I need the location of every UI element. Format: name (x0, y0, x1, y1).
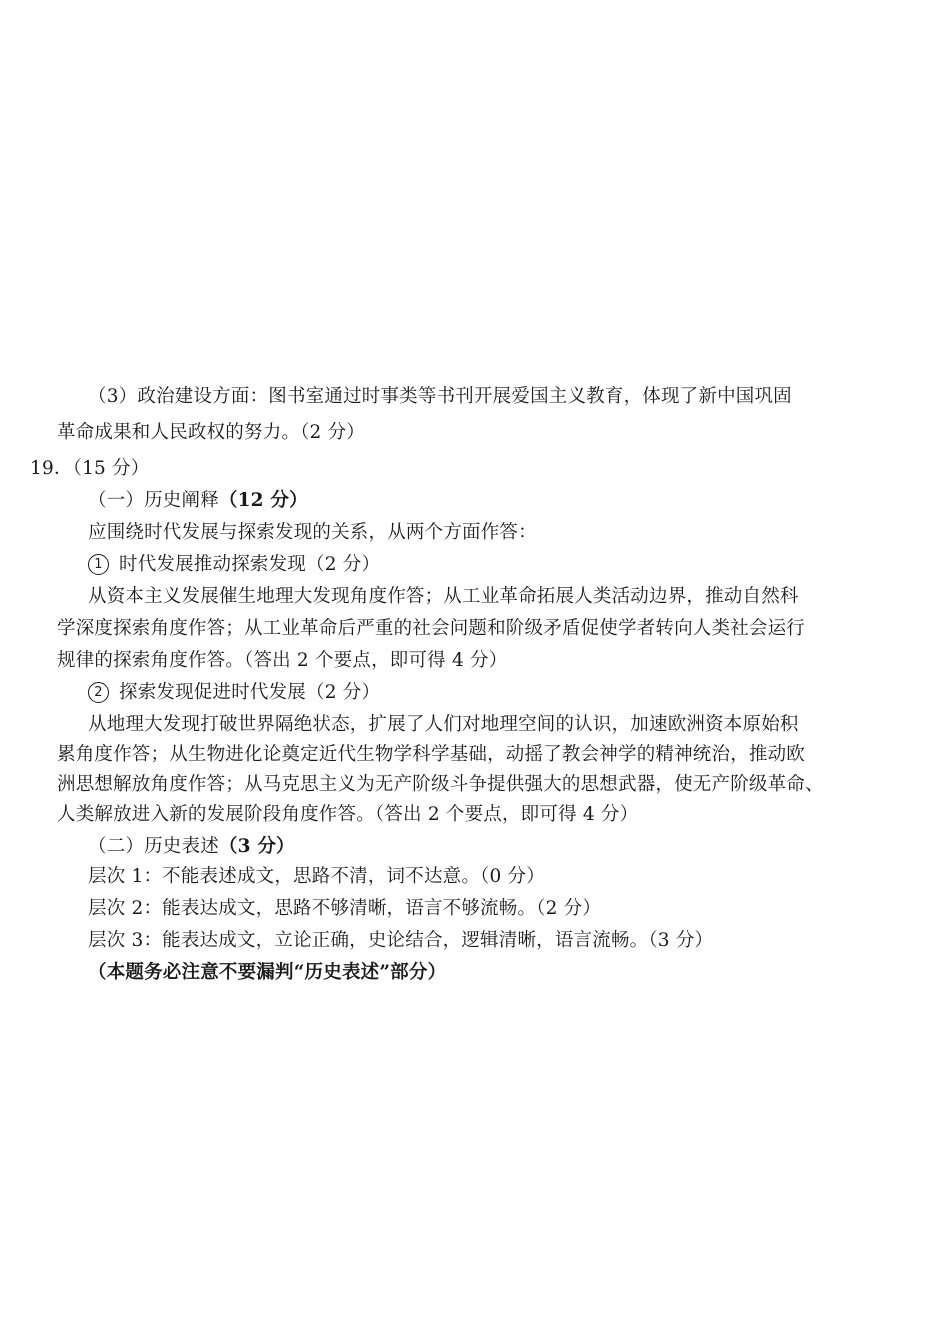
part-one-score: （12 分） (218, 490, 308, 511)
point-two-line-3: 洲思想解放角度作答；从马克思主义为无产阶级斗争提供强大的思想武器，使无产阶级革命、 (57, 774, 824, 795)
point-two-heading (88, 680, 380, 706)
point-two-line-2: 累角度作答；从生物进化论奠定近代生物学科学基础，动摇了教会神学的精神统治，推动欧 (57, 744, 806, 765)
political-construction-line-2: 革命成果和人民政权的努力。（2 分） (57, 422, 366, 443)
circled-number-two: 2 (88, 682, 109, 703)
part-one-title (88, 488, 308, 514)
level-two-criteria: 层次 2：能表达成文，思路不够清晰，语言不够流畅。（2 分） (88, 898, 602, 919)
point-two-line-1: 从地理大发现打破世界隔绝状态，扩展了人们对地理空间的认识，加速欧洲资本原始积 (88, 714, 799, 735)
part-two-score: （3 分） (218, 836, 295, 857)
circled-number-one: 1 (88, 554, 109, 575)
point-one-line-1: 从资本主义发展催生地理大发现角度作答；从工业革命拓展人类活动边界，推动自然科 (88, 586, 799, 607)
part-one-title-text: （一）历史阐释 (88, 490, 219, 511)
level-three-criteria: 层次 3：能表达成文，立论正确，史论结合，逻辑清晰，语言流畅。（3 分） (88, 930, 714, 951)
level-one-criteria: 层次 1：不能表述成文，思路不清，词不达意。（0 分） (88, 866, 545, 887)
grading-note: （本题务必注意不要漏判“历史表述”部分） (88, 962, 447, 983)
point-one-title: 时代发展推动探索发现（2 分） (119, 554, 381, 575)
political-construction-line-1: （3）政治建设方面：图书室通过时事类等书刊开展爱国主义教育，体现了新中国巩固 (88, 386, 792, 407)
question-19-header: 19．（15 分） (30, 458, 150, 479)
point-one-line-3: 规律的探索角度作答。（答出 2 个要点，即可得 4 分） (57, 650, 508, 671)
point-one-heading (88, 552, 380, 578)
point-two-title: 探索发现促进时代发展（2 分） (119, 682, 381, 703)
part-two-title (88, 834, 295, 860)
part-one-intro: 应围绕时代发展与探索发现的关系，从两个方面作答： (88, 522, 537, 543)
point-one-line-2: 学深度探索角度作答；从工业革命后严重的社会问题和阶级矛盾促使学者转向人类社会运行 (57, 618, 806, 639)
point-two-line-4: 人类解放进入新的发展阶段角度作答。（答出 2 个要点，即可得 4 分） (57, 804, 639, 825)
part-two-title-text: （二）历史表述 (88, 836, 219, 857)
